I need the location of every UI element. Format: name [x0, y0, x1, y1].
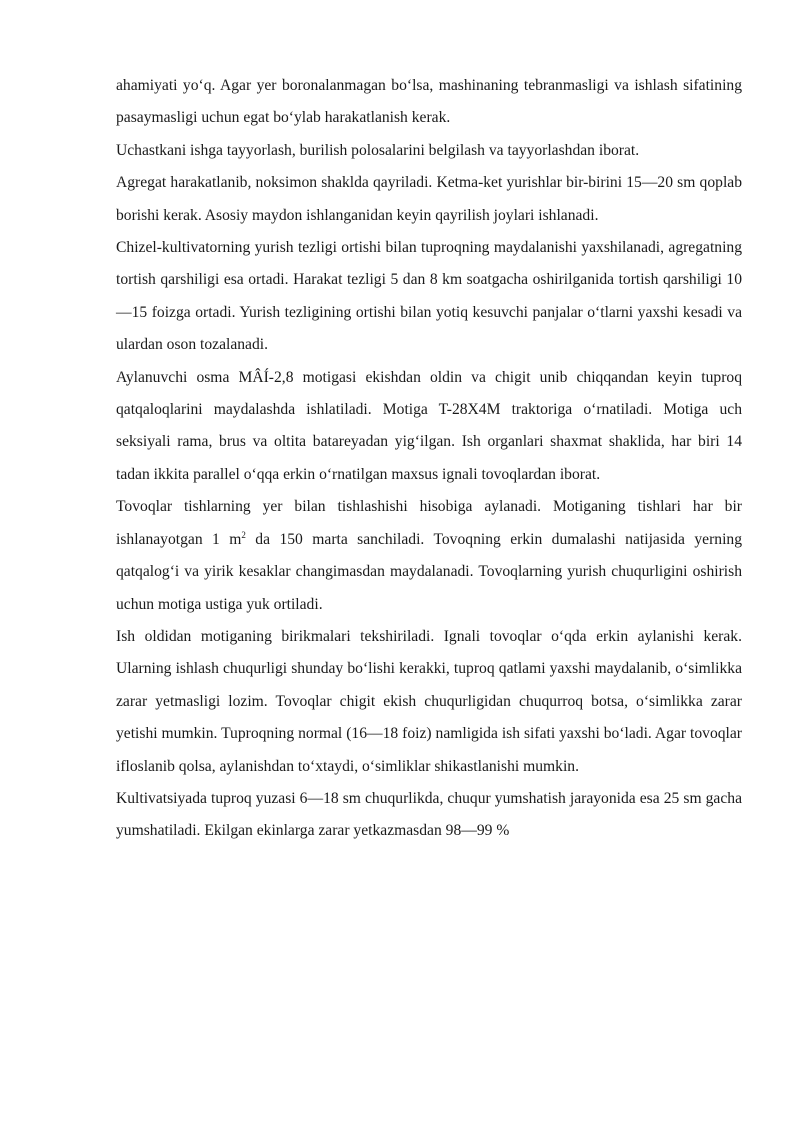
paragraph-2: Uchastkani ishga tayyorlash, burilish polosalarini belgilash va tayyorlashdan iborat. — [116, 141, 640, 159]
paragraph-6-text-a: Tovoqlar tishlarning yer bilan tishlashishi hisobiga aylanadi. Motiganing tishlari har bir ishlanayotgan 1 m — [116, 498, 742, 548]
paragraph-1: ahamiyati yo‘q. Agar yer boronalanmagan bo‘lsa, mashinaning tebranmasligi va ishlash sifatining pasaymasligi uchun egat bo‘ylab harakatlanish kerak. — [116, 77, 742, 127]
paragraph-6-text-b: da 150 marta sanchiladi. Tovoqning erkin dumalashi natijasida yerning qatqalog‘i va yirik kesaklar changimasdan maydalanadi. Tovoqlarning yurish chuqurligini oshirish uchun motiga ustiga yuk ortiladi. — [116, 530, 742, 613]
superscript-2: 2 — [241, 529, 246, 540]
document-body — [116, 70, 742, 848]
paragraph-4: Chizel-kultivatorning yurish tezligi ortishi bilan tuproqning maydalanishi yaxshilanadi, agregatning tortish qarshiligi esa ortadi. Harakat tezligi 5 dan 8 km soatgacha oshirilganida tortish qarshiligi 10—15 foizga ortadi. Yurish tezligining ortishi bilan yotiq kesuvchi panjalar o‘tlarni yaxshi kesadi va ulardan oson tozalanadi. — [116, 239, 742, 354]
paragraph-3: Agregat harakatlanib, noksimon shaklda qayriladi. Ketma-ket yurishlar bir-birini 15—20 sm qoplab borishi kerak. Asosiy maydon ishlanganidan keyin qayrilish joylari ishlanadi. — [116, 174, 742, 224]
paragraph-7: Ish oldidan motiganing birikmalari tekshiriladi. Ignali tovoqlar o‘qda erkin aylanishi kerak. Ularning ishlash chuqurligi shunday bo‘lishi kerakki, tuproq qatlami yaxshi maydalanib, o‘simlikka zarar yetmasligi lozim. Tovoqlar chigit ekish chuqurligidan chuqurroq botsa, o‘simlikka zarar yetishi mumkin. Tuproqning normal (16—18 foiz) namligida ish sifati yaxshi bo‘ladi. Agar tovoqlar ifloslanib qolsa, aylanishdan to‘xtaydi, o‘simliklar shikastlanishi mumkin. — [116, 627, 742, 775]
paragraph-6 — [116, 491, 742, 621]
paragraph-8: Kultivatsiyada tuproq yuzasi 6—18 sm chuqurlikda, chuqur yumshatish jarayonida esa 25 sm gacha yumshatiladi. Ekilgan ekinlarga zarar yetkazmasdan 98—99 % — [116, 789, 742, 840]
paragraph-5: Aylanuvchi osma MÂÍ-2,8 motigasi ekishdan oldin va chigit unib chiqqandan keyin tuproq qatqaloqlarini maydalashda ishlatiladi. Motiga T-28X4M traktoriga o‘rnatiladi. Motiga uch seksiyali rama, brus va oltita batareyadan yig‘ilgan. Ish organlari shaxmat shaklida, har biri 14 tadan ikkita parallel o‘qqa erkin o‘rnatilgan maxsus ignali tovoqlardan iborat. — [116, 368, 742, 483]
